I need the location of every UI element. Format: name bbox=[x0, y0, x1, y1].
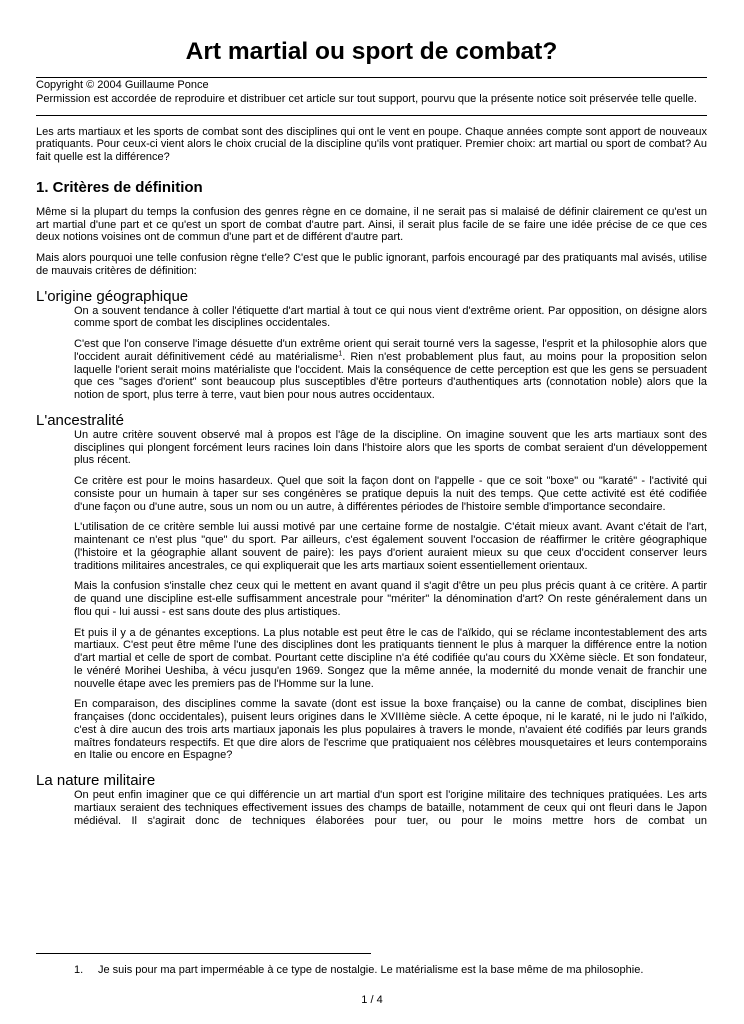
document-title: Art martial ou sport de combat? bbox=[185, 38, 558, 65]
body-paragraph bbox=[74, 338, 707, 402]
body-paragraph: Et puis il y a de génantes exceptions. La plus notable est peut être le cas de l'aïkido, qui se réclame incontestablement des arts martiaux. C'est peut être même l'une des disciplines dont les pratiquants tiennent le plus à marquer la différence entre la notion d'art martial et celle de sport de combat. Pourtant cette discipline n'a été codifiée qu'au cours du XXème siècle. Et son fondateur, le vénéré Morihei Ueshiba, à vécu jusqu'en 1969. Songez que la même année, la modernité du monde venait de franchir une nouvelle étape avec les premiers pas de l'Homme sur la lune. bbox=[74, 626, 707, 690]
body-paragraph: On a souvent tendance à coller l'étiquette d'art martial à tout ce qui nous vient d'extrême orient. Par opposition, on désigne alors comme sport de combat les disciplines occidentales. bbox=[74, 304, 707, 330]
section-paragraph: Mais alors pourquoi une telle confusion règne t'elle? C'est que le public ignorant, parfois encouragé par des pratiquants mal avisés, utilise de mauvais critères de définition: bbox=[36, 252, 707, 277]
intro-paragraph: Les arts martiaux et les sports de combat sont des disciplines qui ont le vent en poupe. Chaque années compte sont apport de nouveaux pratiquants. Pour ceux-ci vient alors le choix crucial de la discipline qu'ils vont pratiquer. Premier choix: art martial ou sport de combat? Au fait quelle est la différence? bbox=[36, 125, 707, 164]
copyright-rule bbox=[36, 115, 707, 116]
body-paragraph: Ce critère est pour le moins hasardeux. Quel que soit la façon dont on l'appelle - que ce soit "boxe" ou "karaté" - l'activité qui consiste pour un humain à taper sur ses congénères se pratique depuis la nuit des temps. Que cette activité est été codifiée d'une façon ou d'une autre, sous un nom ou un autre, à différentes périodes de l'histoire semble d'importance secondaire. bbox=[74, 475, 707, 513]
subsection-body bbox=[74, 789, 707, 827]
section-heading: 1. Critères de définition bbox=[36, 178, 203, 196]
subsection-body bbox=[74, 429, 707, 762]
footnote-rule bbox=[36, 953, 371, 954]
footnote-number: 1. bbox=[74, 964, 84, 976]
section-paragraph: Même si la plupart du temps la confusion des genres règne en ce domaine, il ne serait pas si malaisé de définir clairement ce qu'est un art martial d'une part et ce qu'est un sport de combat d'autre part. Ainsi, il serait plus facile de se faire une idée précise de ce que ces deux notions voisines ont de commun d'une part et de différent d'autre part. bbox=[36, 205, 707, 244]
footnote-reference[interactable]: 1 bbox=[338, 350, 343, 358]
text-run: C'est que l'on conserve l'image désuette d'un extrême orient qui serait tourné vers la sagesse, l'esprit et la philosophie alors que l'occident aurait définitivement cédé au matérialisme bbox=[74, 338, 707, 363]
body-paragraph: Mais la confusion s'installe chez ceux qui le mettent en avant quand il s'agit d'être un peu plus précis quant à ce critère. A partir de quand une discipline est-elle suffisamment ancestrale pour "mériter" la dénomination d'art? On reste généralement dans un flou qui - lui aussi - est sans doute des plus artistiques. bbox=[74, 580, 707, 618]
page-number: 1 / 4 bbox=[361, 994, 383, 1006]
subsection-heading: L'ancestralité bbox=[36, 411, 124, 429]
subsection-heading: La nature militaire bbox=[36, 772, 156, 790]
body-paragraph: L'utilisation de ce critère semble lui aussi motivé par une certaine forme de nostalgie. C'était mieux avant. Avant c'était de l'art, maintenant ce n'est plus "que" du sport. Par ailleurs, c'est également souvent l'occasion de réaffirmer le critère géographique (l'histoire et la géographie allant souvent de paire): les pays d'orient auraient mieux su que ceux d'occident conserver leurs traditions militaires ancestrales, ce qui expliquerait que les arts martiaux soient essentiellement orientaux. bbox=[74, 521, 707, 572]
body-paragraph: On peut enfin imaginer que ce qui différencie un art martial d'un sport est l'origine militaire des techniques pratiquées. Les arts martiaux seraient des techniques effectivement issues des champs de bataille, notamment de ceux qui ont fleuri dans le Japon médiéval. Il s'agirait donc de techniques élaborées pour tuer, ou pour le moins mettre hors de combat un bbox=[74, 789, 707, 827]
subsection-body bbox=[74, 305, 707, 402]
text-run: . Rien n'est probablement plus faut, au moins pour la proposition selon laquelle l'orient serait moins matérialiste que l'occident. Mais la conséquence de cette perception est que les gens se persuadent que ces "sages d'orient" sont beaucoup plus susceptibles d'être porteurs d'authentiques arts (connotation noble) alors que la notion de sport, plus terre à terre, vaut bien pour nous autres occidentaux. bbox=[74, 350, 707, 402]
footnote-text: Je suis pour ma part imperméable à ce type de nostalgie. Le matérialisme est la base même de ma philosophie. bbox=[98, 964, 644, 976]
body-paragraph: Un autre critère souvent observé mal à propos est l'âge de la discipline. On imagine souvent que les arts martiaux sont des disciplines qui plongent forcément leurs racines loin dans l'histoire alors que les sports de combat seraient d'un développement plus récent. bbox=[74, 428, 707, 467]
copyright-line: Copyright © 2004 Guillaume Ponce bbox=[36, 79, 209, 91]
subsection-heading: L'origine géographique bbox=[36, 287, 189, 305]
body-paragraph: En comparaison, des disciplines comme la savate (dont est issue la boxe française) ou la canne de combat, disciplines bien françaises (donc occidentales), puisent leurs origines dans le XVIIIème siècle. A cette époque, ni le karaté, ni le judo ni l'aïkido, c'est à dire aucun des trois arts martiaux japonais les plus populaires à travers le monde, n'avaient été codifiés par leurs grands maîtres fondateurs respectifs. Et que dire alors de l'escrime que pratiquaient nos célèbres mousquetaires et leurs contemporains en Italie ou encore en Espagne? bbox=[74, 698, 707, 762]
permission-notice: Permission est accordée de reproduire et distribuer cet article sur tout support, pourvu que la présente notice soit préservée telle quelle. bbox=[36, 93, 697, 106]
title-rule bbox=[36, 77, 707, 78]
document-page bbox=[36, 0, 707, 827]
